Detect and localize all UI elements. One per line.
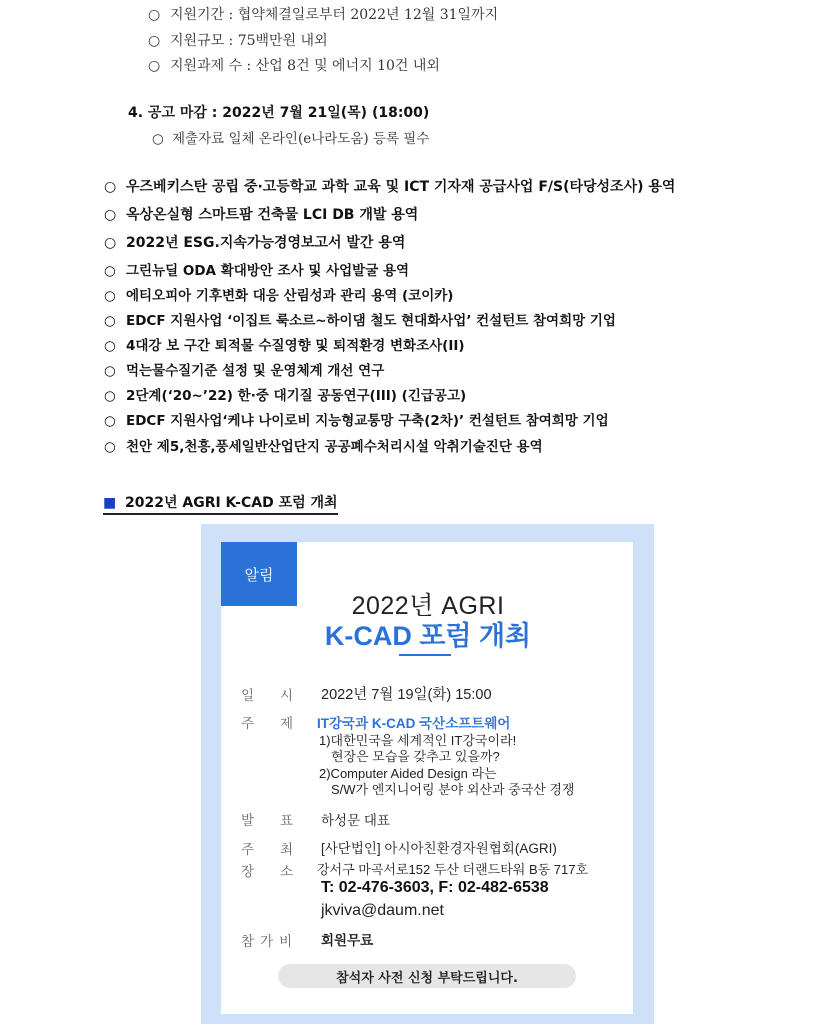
theme-label: 주 제	[241, 716, 294, 732]
presenter-value: 하성문 대표	[321, 813, 390, 828]
poster-subtitle: K-CAD 포럼 개최	[324, 621, 532, 651]
announcement-item[interactable]: ○ 4대강 보 구간 퇴적물 수질영향 및 퇴적환경 변화조사(II)	[104, 338, 465, 354]
circle-bullet-icon: ○	[104, 263, 116, 279]
venue-value: 강서구 마곡서로152 두산 더랜드타워 B동 717호	[317, 862, 589, 877]
circle-bullet-icon: ○	[104, 179, 117, 195]
notice-badge: 알림	[221, 542, 297, 606]
announcement-item[interactable]: ○ 2022년 ESG.지속가능경영보고서 발간 용역	[104, 235, 406, 251]
fee-value: 회원무료	[321, 933, 374, 948]
theme-line: 현장은 모습을 갖추고 있을까?	[331, 749, 500, 764]
theme-line: 2)Computer Aided Design 라는	[319, 766, 497, 781]
venue-label: 장 소	[241, 864, 294, 880]
support-period: ○ 지원기간 : 협약체결일로부터 2022년 12월 31일까지	[148, 7, 499, 23]
announcement-item[interactable]: ○ EDCF 지원사업‘케냐 나이로비 지능형교통망 구축(2차)’ 컨설턴트 참여희망 기업	[104, 413, 609, 429]
circle-bullet-icon: ○	[104, 235, 117, 251]
square-bullet-icon: ■	[103, 495, 117, 511]
circle-bullet-icon: ○	[104, 413, 116, 429]
announcement-item[interactable]: ○ 천안 제5,천흥,풍세일반산업단지 공공폐수처리시설 악취기술진단 용역	[104, 439, 543, 455]
deadline-note: ○ 제출자료 일체 온라인(e나라도움) 등록 필수	[152, 131, 430, 147]
contact-email[interactable]: jkviva@daum.net	[321, 902, 444, 919]
circle-bullet-icon: ○	[104, 439, 116, 455]
date-value: 2022년 7월 19일(화) 15:00	[321, 687, 492, 703]
forum-section-header: ■ 2022년 AGRI K-CAD 포럼 개최	[103, 492, 338, 515]
announcement-item[interactable]: ○ 옥상온실형 스마트팜 건축물 LCI DB 개발 용역	[104, 207, 419, 223]
circle-bullet-icon: ○	[148, 33, 161, 49]
circle-bullet-icon: ○	[148, 58, 161, 74]
host-label: 주 최	[241, 842, 294, 858]
circle-bullet-icon: ○	[104, 363, 116, 379]
announcement-item[interactable]: ○ 먹는물수질기준 설정 및 운영체계 개선 연구	[104, 363, 385, 379]
announcement-item[interactable]: ○ EDCF 지원사업 ‘이집트 룩소르~하이댐 철도 현대화사업’ 컨설턴트 참여희망 기업	[104, 313, 616, 329]
theme-line: S/W가 엔지니어링 분야 외산과 중국산 경쟁	[331, 782, 575, 797]
theme-title: IT강국과 K-CAD 국산소프트웨어	[317, 716, 511, 731]
announcement-item[interactable]: ○ 그린뉴딜 ODA 확대방안 조사 및 사업발굴 용역	[104, 263, 410, 279]
forum-poster	[201, 524, 654, 1024]
date-label: 일 시	[241, 688, 294, 704]
circle-bullet-icon: ○	[104, 207, 117, 223]
presenter-label: 발 표	[241, 813, 294, 829]
circle-bullet-icon: ○	[104, 388, 116, 404]
circle-bullet-icon: ○	[104, 288, 116, 304]
circle-bullet-icon: ○	[104, 338, 116, 354]
fee-label: 참 가 비	[241, 934, 293, 950]
poster-title: 2022년 AGRI	[351, 592, 505, 620]
support-count: ○ 지원과제 수 : 산업 8건 및 에너지 10건 내외	[148, 58, 440, 74]
circle-bullet-icon: ○	[104, 313, 116, 329]
announcement-item[interactable]: ○ 우즈베키스탄 공립 중·고등학교 과학 교육 및 ICT 기자재 공급사업 F/S(타당성조사) 용역	[104, 179, 676, 195]
deadline-heading: 4. 공고 마감 : 2022년 7월 21일(목) (18:00)	[128, 105, 430, 121]
announcement-item[interactable]: ○ 에티오피아 기후변화 대응 산림성과 관리 용역 (코이카)	[104, 288, 454, 304]
circle-bullet-icon: ○	[148, 7, 161, 23]
support-scale: ○ 지원규모 : 75백만원 내외	[148, 33, 328, 49]
title-divider	[399, 654, 451, 656]
host-value: [사단법인] 아시아친환경자원협회(AGRI)	[321, 841, 557, 856]
theme-line: 1)대한민국을 세계적인 IT강국이라!	[319, 733, 517, 748]
phone-fax: T: 02-476-3603, F: 02-482-6538	[321, 879, 549, 896]
register-notice-button[interactable]: 참석자 사전 신청 부탁드립니다.	[278, 964, 576, 988]
announcement-item[interactable]: ○ 2단계(‘20~’22) 한·중 대기질 공동연구(III) (긴급공고)	[104, 388, 467, 404]
circle-bullet-icon: ○	[152, 131, 164, 147]
